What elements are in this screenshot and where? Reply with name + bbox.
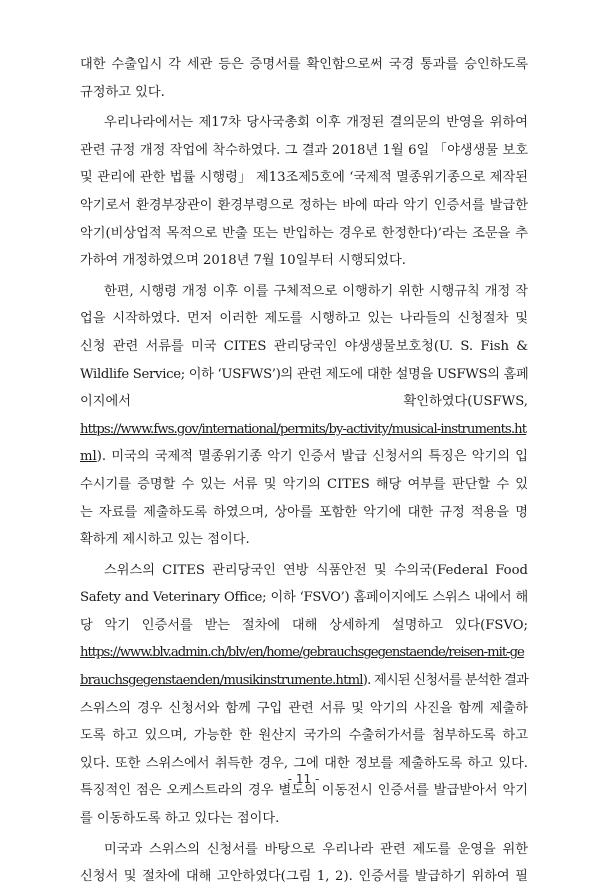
text-line: 당 악기 인증서를 받는 절차에 대해 상세하게 설명하고 있다(FSVO; bbox=[80, 617, 528, 633]
text-line: 도록 하고 있으며, 가능한 한 원산지 국가의 수출허가서를 첨부하도록 하고 bbox=[80, 728, 528, 744]
text-line: 및 관리에 관한 법률 시행령」 제13조제5호에 ‘국제적 멸종위기종으로 제작된 bbox=[80, 170, 528, 186]
text-line: 확하게 제시하고 있는 점이다. bbox=[80, 532, 250, 548]
text-line: 악기로서 환경부장관이 환경부령으로 정하는 바에 따라 악기 인증서를 발급한 bbox=[80, 197, 528, 213]
text-line bbox=[80, 639, 528, 667]
text-line: 신청서 및 절차에 대해 고안하였다(그림 1, 2). 인증서를 발급하기 위하여 필 bbox=[80, 869, 528, 885]
text-line: 악기(비상업적 목적으로 반출 또는 반입하는 경우로 한정한다)’라는 조문을 추 bbox=[80, 225, 528, 241]
text-line: 가하여 개정하였으며 2018년 7월 10일부터 시행되었다. bbox=[80, 253, 406, 269]
text-fragment: ). 미국의 국제적 멸종위기종 악기 인증서 발급 신청서의 특징은 악기의 입 bbox=[96, 449, 528, 465]
fsvo-link-continued[interactable]: brauchsgegenstaenden/musikinstrumente.html bbox=[80, 673, 363, 689]
text-line: 미국과 스위스의 신청서를 바탕으로 우리나라 관련 제도를 운영을 위한 bbox=[104, 841, 528, 857]
text-fragment: ). 제시된 신청서를 분석한 결과 bbox=[362, 673, 528, 689]
text-line: 있다. 또한 스위스에서 취득한 경우, 그에 대한 정보를 제출하도록 하고 있다. bbox=[80, 755, 528, 771]
paragraph bbox=[80, 51, 528, 106]
text-line: 업을 시작하였다. 먼저 이러한 제도를 시행하고 있는 나라들의 신청절차 및 bbox=[80, 311, 528, 327]
text-line: 한편, 시행령 개정 이후 이를 구체적으로 이행하기 위한 시행규칙 개정 작 bbox=[104, 283, 528, 299]
text-line bbox=[80, 667, 528, 695]
text-line: 수시기를 증명할 수 있는 서류 및 악기의 CITES 해당 여부를 판단할 수 있 bbox=[80, 476, 528, 492]
text-line: 를 이동하도록 하고 있다는 점이다. bbox=[80, 811, 280, 827]
text-line: 관련 규정 개정 작업에 착수하였다. 그 결과 2018년 1월 6일 「야생생물 보호 bbox=[80, 142, 528, 158]
paragraph bbox=[80, 109, 528, 275]
usfws-link-continued[interactable]: ml bbox=[80, 449, 97, 465]
paragraph bbox=[80, 278, 528, 554]
paragraph bbox=[80, 836, 528, 891]
text-line: 신청 관련 서류를 미국 CITES 관리당국인 야생생물보호청(U. S. Fish & bbox=[80, 338, 528, 354]
text-line bbox=[80, 388, 528, 416]
page-number: - 11 - bbox=[287, 772, 320, 786]
usfws-link[interactable]: https://www.fws.gov/international/permits/by-activity/musical-instruments.ht bbox=[80, 421, 527, 437]
text-line: 대한 수출입시 각 세관 등은 증명서를 확인함으로써 국경 통과를 승인하도록 bbox=[80, 57, 528, 72]
text-line: 스위스의 CITES 관리당국인 연방 식품안전 및 수의국(Federal Food bbox=[104, 562, 528, 578]
text-line bbox=[80, 416, 528, 444]
text-line: Safety and Veterinary Office; 이하 ‘FSVO’) 홈페이지에도 스위스 내에서 해 bbox=[80, 590, 528, 606]
text-line: 스위스의 경우 신청서와 함께 구입 관련 서류 및 악기의 사진을 함께 제출하 bbox=[80, 700, 528, 716]
fsvo-link[interactable]: https://www.blv.admin.ch/blv/en/home/gebrauchsgegenstaende/reisen-mit-ge bbox=[80, 645, 524, 661]
text-fragment: 확인하였다(USFWS, bbox=[403, 394, 528, 410]
text-line: 특징적인 점은 오케스트라의 경우 별도의 이동전시 인증서를 발급받아서 악기 bbox=[80, 783, 528, 799]
text-line: 는 자료를 제출하도록 하였으며, 상아를 포함한 악기에 대한 규정 적용을 명 bbox=[80, 504, 528, 520]
text-line: 우리나라에서는 제17차 당사국총회 이후 개정된 결의문의 반영을 위하여 bbox=[104, 115, 528, 131]
text-fragment: 이지에서 bbox=[80, 394, 131, 410]
text-line: 규정하고 있다. bbox=[80, 84, 165, 100]
document-page bbox=[80, 51, 528, 891]
text-line bbox=[80, 443, 528, 471]
paragraph bbox=[80, 557, 528, 833]
text-line: Wildlife Service; 이하 ‘USFWS’)의 관련 제도에 대한 설명을 USFWS의 홈페 bbox=[80, 366, 529, 382]
